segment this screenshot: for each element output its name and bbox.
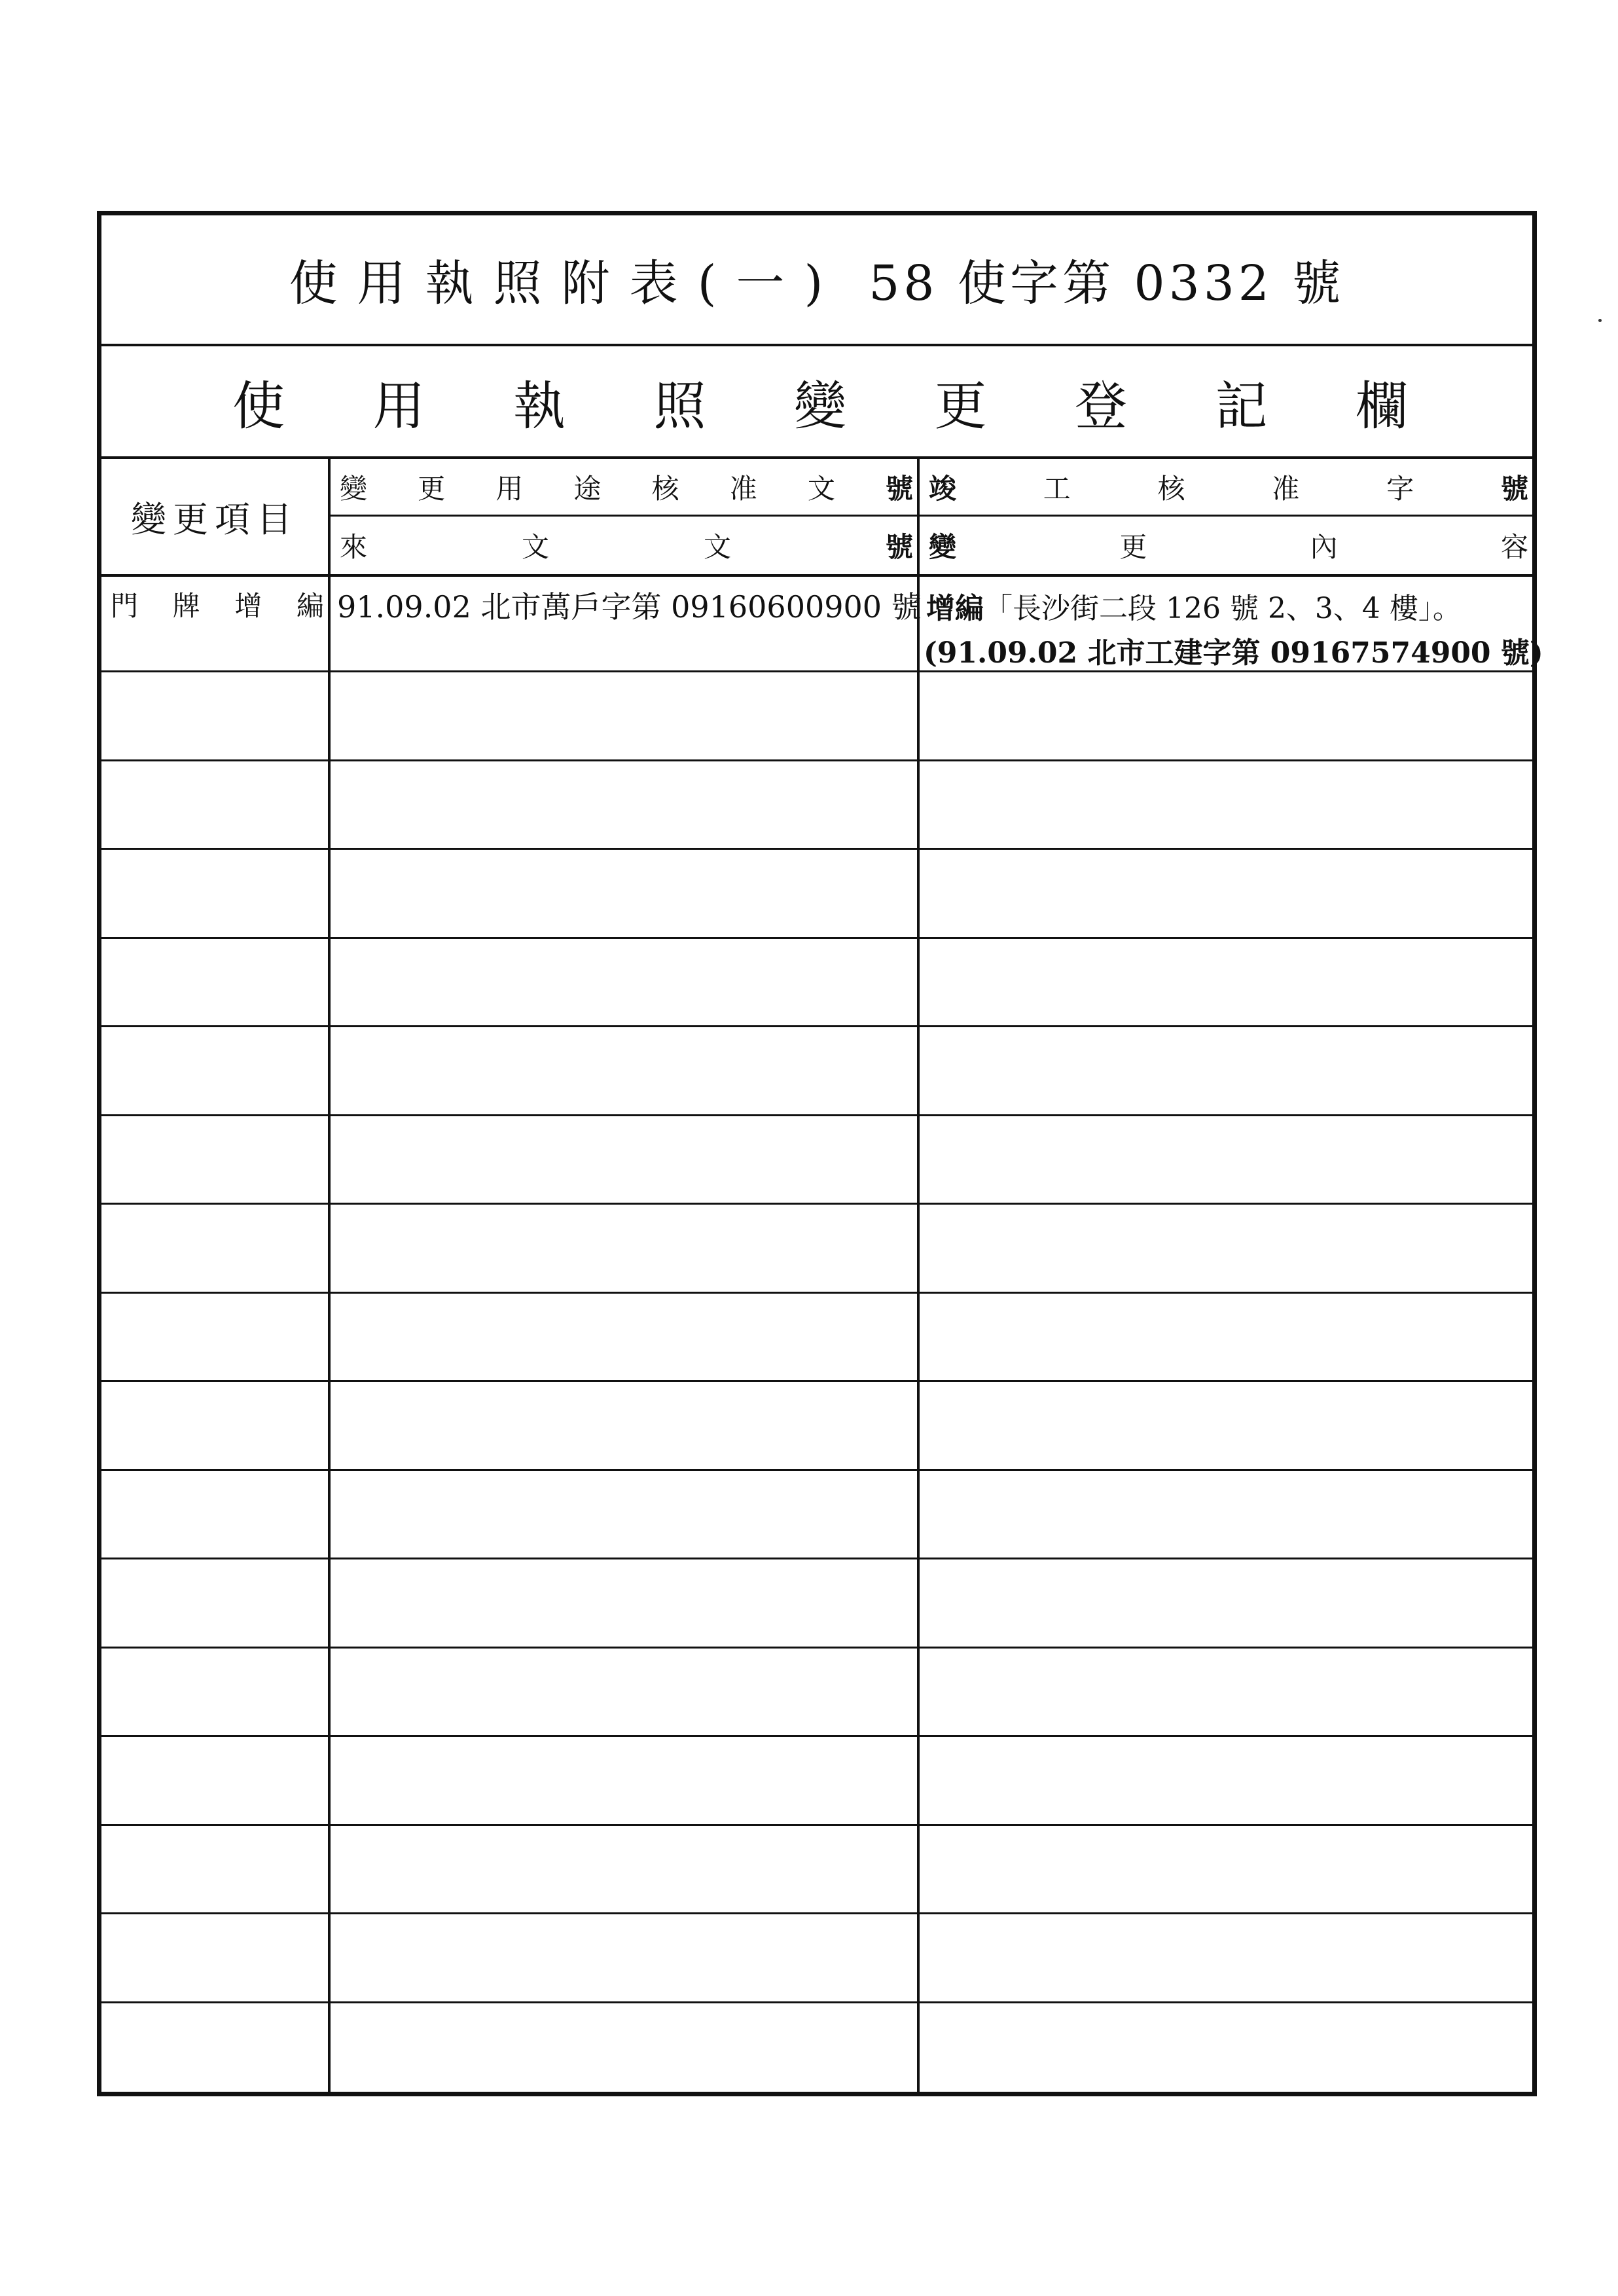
empty-cell xyxy=(920,672,1532,759)
subtitle-char: 記 xyxy=(1215,375,1268,437)
header-char: 來 xyxy=(340,531,368,563)
table-body xyxy=(101,577,1543,2092)
header-char: 號 xyxy=(1500,472,1528,505)
header-char: 文 xyxy=(521,531,549,563)
empty-cell xyxy=(101,1205,331,1292)
table-row-empty xyxy=(101,1027,1532,1116)
table-row-empty xyxy=(101,1116,1532,1205)
empty-cell xyxy=(920,1914,1532,2001)
empty-cell xyxy=(331,672,920,759)
empty-cell xyxy=(101,1382,331,1469)
table-row-empty xyxy=(101,1914,1532,2003)
header-char: 竣 xyxy=(929,472,957,505)
empty-cell xyxy=(920,1471,1532,1558)
empty-cell xyxy=(331,850,920,937)
header-approval-doc xyxy=(331,459,920,517)
header-char: 號 xyxy=(885,531,913,563)
subtitle-char: 登 xyxy=(1075,375,1127,437)
header-char: 文 xyxy=(703,531,731,563)
title-main: 使用執照附表(一) xyxy=(289,255,843,312)
header-char: 號 xyxy=(885,472,913,505)
change-content-line2: (91.09.02 北市工建字第 09167574900 號) xyxy=(924,636,1543,670)
empty-cell xyxy=(331,1737,920,1824)
header-char: 准 xyxy=(1272,472,1300,505)
change-content-line1 xyxy=(920,577,1532,627)
header-char: 更 xyxy=(1119,531,1147,563)
subtitle-char: 欄 xyxy=(1356,375,1408,437)
empty-cell xyxy=(101,939,331,1026)
empty-cell xyxy=(920,1649,1532,1736)
subtitle-char: 用 xyxy=(372,375,425,437)
table-row-empty xyxy=(101,850,1532,939)
form-subtitle xyxy=(101,346,1532,459)
header-char: 准 xyxy=(729,472,757,505)
empty-cell xyxy=(920,939,1532,1026)
empty-cell xyxy=(101,1649,331,1736)
header-char: 途 xyxy=(573,472,602,505)
empty-cell xyxy=(920,1027,1532,1114)
item-char: 牌 xyxy=(172,590,200,622)
table-row-empty xyxy=(101,1471,1532,1560)
header-incoming-doc xyxy=(331,517,920,574)
empty-cell xyxy=(331,1205,920,1292)
empty-cell xyxy=(101,1826,331,1913)
empty-cell xyxy=(920,1116,1532,1203)
empty-cell xyxy=(920,1205,1532,1292)
empty-cell xyxy=(101,672,331,759)
table-row-empty xyxy=(101,672,1532,761)
table-row-empty xyxy=(101,761,1532,850)
empty-cell xyxy=(331,2003,920,2092)
table-row xyxy=(101,577,1543,672)
table-row-empty xyxy=(101,1649,1532,1738)
table-row-empty xyxy=(101,2003,1532,2092)
form-title xyxy=(101,215,1532,346)
empty-cell xyxy=(331,1649,920,1736)
header-change-content xyxy=(920,517,1532,574)
empty-cell xyxy=(920,1737,1532,1824)
table-row-empty xyxy=(101,1294,1532,1383)
item-char: 門 xyxy=(111,590,139,622)
item-char: 增 xyxy=(234,590,262,622)
header-char: 核 xyxy=(651,472,679,505)
empty-cell xyxy=(920,1382,1532,1469)
empty-cell xyxy=(331,939,920,1026)
empty-cell xyxy=(101,2003,331,2092)
table-row-empty xyxy=(101,1205,1532,1294)
header-char: 工 xyxy=(1043,472,1071,505)
empty-cell xyxy=(101,1559,331,1647)
header-char: 內 xyxy=(1310,531,1338,563)
header-char: 字 xyxy=(1386,472,1414,505)
table-row-empty xyxy=(101,1382,1532,1471)
scan-speck xyxy=(1598,319,1602,322)
change-item-cell xyxy=(101,577,331,670)
header-char: 變 xyxy=(340,472,368,505)
header-char: 用 xyxy=(495,472,524,505)
content-prefix: 增編 xyxy=(926,592,984,625)
empty-cell xyxy=(920,1826,1532,1913)
header-change-item: 變更項目 xyxy=(101,459,331,574)
empty-cell xyxy=(920,1559,1532,1647)
empty-cell xyxy=(331,1914,920,2001)
table-row-empty xyxy=(101,939,1532,1028)
empty-cell xyxy=(331,1027,920,1114)
header-completion-approval xyxy=(920,459,1532,517)
subtitle-char: 更 xyxy=(934,375,987,437)
header-char: 文 xyxy=(807,472,835,505)
content-text: 「長沙街二段 126 號 2、3、4 樓」。 xyxy=(984,592,1462,625)
header-char: 更 xyxy=(418,472,446,505)
empty-cell xyxy=(920,850,1532,937)
subtitle-char: 使 xyxy=(232,375,285,437)
empty-cell xyxy=(101,1027,331,1114)
empty-cell xyxy=(331,1559,920,1647)
empty-cell xyxy=(101,1737,331,1824)
header-char: 變 xyxy=(929,531,957,563)
empty-cell xyxy=(331,1382,920,1469)
item-char: 編 xyxy=(296,590,324,622)
empty-cell xyxy=(331,1294,920,1381)
doc-number-cell xyxy=(331,577,920,670)
table-header xyxy=(101,459,1532,577)
empty-cell xyxy=(331,1471,920,1558)
table-row-empty xyxy=(101,1826,1532,1915)
header-char: 核 xyxy=(1157,472,1185,505)
subtitle-char: 執 xyxy=(513,375,566,437)
table-row-empty xyxy=(101,1559,1532,1649)
subtitle-char: 照 xyxy=(653,375,706,437)
empty-cell xyxy=(331,1826,920,1913)
empty-cell xyxy=(331,1116,920,1203)
empty-cell xyxy=(920,1294,1532,1381)
empty-cell xyxy=(101,1116,331,1203)
empty-cell xyxy=(101,850,331,937)
empty-cell xyxy=(331,761,920,848)
license-number: 58 使字第 0332 號 xyxy=(869,255,1345,312)
change-content-cell xyxy=(920,577,1543,670)
empty-cell xyxy=(920,761,1532,848)
empty-cell xyxy=(101,1294,331,1381)
empty-cell xyxy=(920,2003,1532,2092)
subtitle-char: 變 xyxy=(794,375,846,437)
table-row-empty xyxy=(101,1737,1532,1826)
empty-cell xyxy=(101,761,331,848)
empty-cell xyxy=(101,1471,331,1558)
usage-license-appendix-form xyxy=(97,211,1543,2096)
empty-cell xyxy=(101,1914,331,2001)
doc-number: 91.09.02 北市萬戶字第 09160600900 號 xyxy=(337,589,922,625)
header-char: 容 xyxy=(1500,531,1528,563)
